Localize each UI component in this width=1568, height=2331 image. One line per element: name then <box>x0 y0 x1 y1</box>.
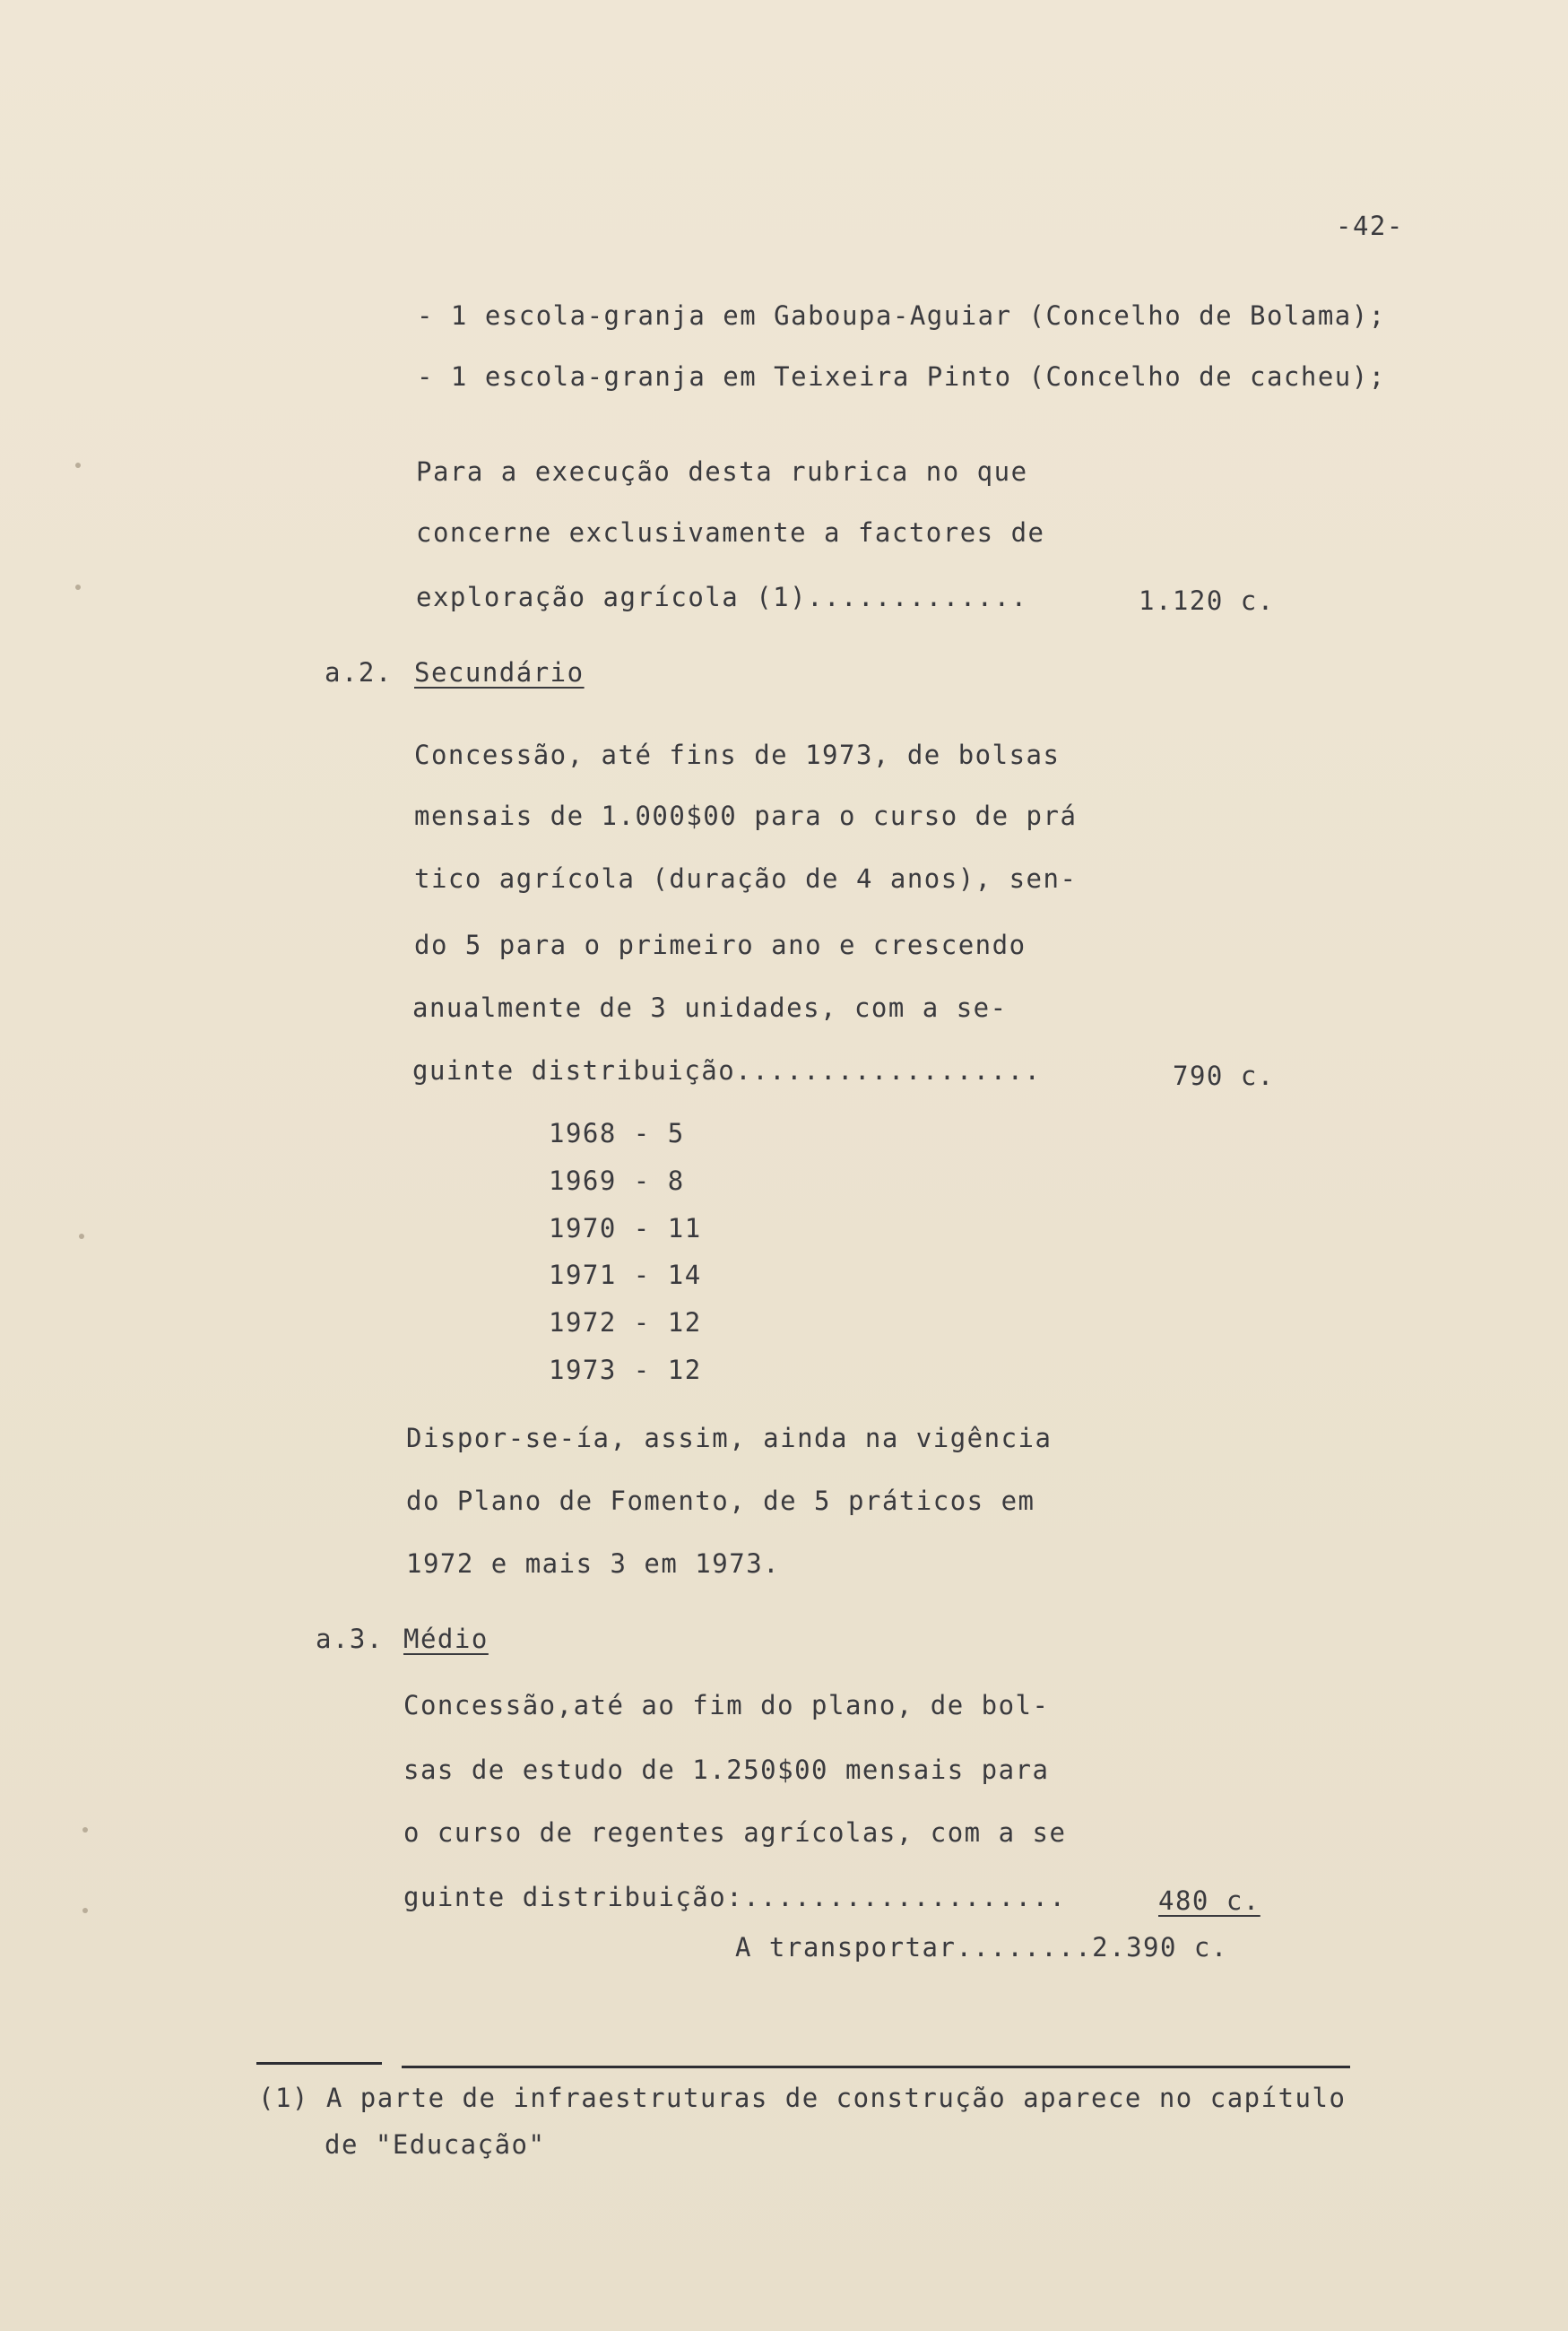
section-number: a.2. <box>325 657 393 688</box>
paragraph-line: Dispor-se-ía, assim, ainda na vigência <box>406 1423 1053 1453</box>
paragraph-line: guinte distribuição:................... <box>403 1882 1067 1912</box>
paragraph-line: do 5 para o primeiro ano e crescendo <box>414 930 1027 960</box>
year: 1972 <box>549 1307 617 1338</box>
count: 12 <box>667 1307 702 1338</box>
footnote-line: de "Educação" <box>325 2129 546 2160</box>
paragraph-line: anualmente de 3 unidades, com a se- <box>412 992 1008 1023</box>
distribution-row: 1971 - 14 <box>549 1260 702 1290</box>
paragraph-line: mensais de 1.000$00 para o curso de prá <box>414 801 1078 831</box>
paragraph-line: Concessão, até fins de 1973, de bolsas <box>414 740 1061 770</box>
amount: 480 c. <box>1158 1885 1260 1916</box>
transport-total: A transportar........2.390 c. <box>735 1932 1228 1963</box>
paragraph-line: Concessão,até ao fim do plano, de bol- <box>403 1690 1050 1720</box>
amount: 790 c. <box>1173 1061 1275 1091</box>
paragraph-line: do Plano de Fomento, de 5 práticos em <box>406 1486 1035 1516</box>
paragraph-line: 1972 e mais 3 em 1973. <box>406 1548 781 1579</box>
paragraph-line: Para a execução desta rubrica no que <box>416 456 1028 487</box>
section-heading: Médio <box>403 1624 489 1654</box>
paragraph-line: o curso de regentes agrícolas, com a se <box>403 1817 1067 1848</box>
paragraph-line: sas de estudo de 1.250$00 mensais para <box>403 1755 1050 1785</box>
distribution-row: 1968 - 5 <box>549 1118 685 1148</box>
year: 1973 <box>549 1355 617 1385</box>
count: 11 <box>667 1213 702 1243</box>
footnote-rule <box>402 2066 1350 2068</box>
count: 8 <box>667 1166 685 1196</box>
list-item: - 1 escola-granja em Gaboupa-Aguiar (Concelho de Bolama); <box>417 300 1386 331</box>
amount: 1.120 c. <box>1139 585 1275 616</box>
paragraph-line: exploração agrícola (1)............. <box>416 582 1028 612</box>
footnote-line: (1) A parte de infraestruturas de construção aparece no capítulo <box>258 2083 1347 2113</box>
paragraph-line: guinte distribuição.................. <box>412 1055 1042 1086</box>
year: 1968 <box>549 1118 617 1148</box>
paper-speck <box>75 463 81 468</box>
year: 1971 <box>549 1260 617 1290</box>
section-number: a.3. <box>316 1624 384 1654</box>
page-number: -42- <box>1336 211 1404 241</box>
count: 14 <box>667 1260 702 1290</box>
distribution-row: 1969 - 8 <box>549 1166 685 1196</box>
distribution-row: 1972 - 12 <box>549 1307 702 1338</box>
distribution-row: 1970 - 11 <box>549 1213 702 1243</box>
year: 1969 <box>549 1166 617 1196</box>
paper-speck <box>75 585 81 590</box>
distribution-row: 1973 - 12 <box>549 1355 702 1385</box>
count: 12 <box>667 1355 702 1385</box>
paper-speck <box>82 1827 88 1833</box>
paragraph-line: tico agrícola (duração de 4 anos), sen- <box>414 863 1078 894</box>
paragraph-line: concerne exclusivamente a factores de <box>416 517 1045 548</box>
list-item: - 1 escola-granja em Teixeira Pinto (Concelho de cacheu); <box>417 361 1386 392</box>
year: 1970 <box>549 1213 617 1243</box>
footnote-rule <box>256 2062 382 2065</box>
section-heading: Secundário <box>414 657 585 688</box>
count: 5 <box>667 1118 685 1148</box>
paper-speck <box>82 1908 88 1913</box>
paper-speck <box>79 1234 84 1239</box>
